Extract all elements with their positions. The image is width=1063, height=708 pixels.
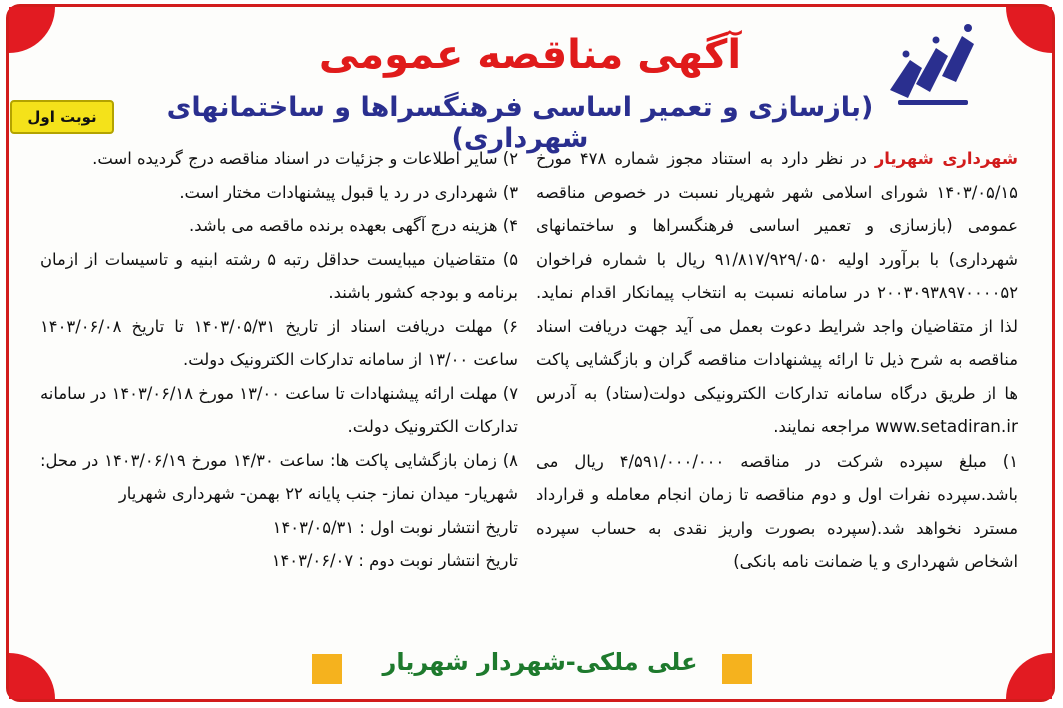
organization-name: شهرداری شهریار: [874, 149, 1018, 168]
intro-text: در نظر دارد به استناد مجوز شماره ۴۷۸ مورخ ۱۴۰۳/۰۵/۱۵ شورای اسلامی شهر شهریار نسبت در خصوص مناقصه عمومی (بازسازی و تعمیر اساسی فرهنگسراها و ساختمانهای شهرداری) با برآورد اولیه ۹۱/۸۱۷/۹۲۹/۰۵۰ ریال با شماره فراخوان ۲۰۰۳۰۹۳۸۹۷۰۰۰۰۵۲ در سامانه نسبت به انتخاب پیمانکار اقدام نماید. لذا از متقاضیان واجد شرایط دعوت بعمل می آید جهت دریافت اسناد مناقصه به شرح ذیل تا ارائه پیشنهادات مناقصه گران و بازگشایی پاکت ها از طریق درگاه سامانه تدارکات الکترونیکی دولت(ستاد) به آدرس: [536, 149, 1018, 403]
page-subtitle: (بازسازی و تعمیر اساسی فرهنگسراها و ساختمانهای شهرداری): [166, 92, 874, 154]
signature: علی ملکی-شهردار شهریار: [382, 648, 698, 676]
corner-decoration: [1006, 653, 1052, 699]
list-item: ۳) شهرداری در رد یا قبول پیشنهادات مختار است.: [179, 182, 518, 202]
decorative-square: [312, 654, 342, 684]
corner-decoration: [9, 7, 55, 53]
intro-tail: مراجعه نمایند.: [773, 417, 876, 436]
website-link[interactable]: www.setadiran.ir: [875, 417, 1018, 437]
turn-badge: نوبت اول: [10, 100, 114, 134]
list-item: ۶) مهلت دریافت اسناد از تاریخ ۱۴۰۳/۰۵/۳۱ تا تاریخ ۱۴۰۳/۰۶/۰۸ ساعت ۱۳/۰۰ از سامانه تدارکات الکترونیک دولت.: [40, 316, 518, 369]
list-item: ۴) هزینه درج آگهی بعهده برنده ماقصه می باشد.: [189, 216, 518, 235]
list-item: ۱) مبلغ سپرده شرکت در مناقصه ۴/۵۹۱/۰۰۰/۰۰۰ ریال می باشد.سپرده نفرات اول و دوم مناقصه تا زمان انجام معامله و قرارداد مسترد نخواهد شد.(سپرده بصورت واریز نقدی به حساب سپرده اشخاص شهرداری و یا ضمانت نامه بانکی): [536, 451, 1018, 571]
right-column: [536, 142, 1018, 579]
list-item: ۸) زمان بازگشایی پاکت ها: ساعت ۱۴/۳۰ مورخ ۱۴۰۳/۰۶/۱۹ در محل: شهریار- میدان نماز- جنب پایانه ۲۲ بهمن- شهرداری شهریار: [40, 450, 518, 503]
publish-date-second: تاریخ انتشار نوبت دوم : ۱۴۰۳/۰۶/۰۷: [271, 551, 518, 570]
publish-date-first: تاریخ انتشار نوبت اول : ۱۴۰۳/۰۵/۳۱: [272, 517, 518, 537]
corner-decoration: [1006, 7, 1052, 53]
intro-paragraph: [536, 142, 1018, 445]
list-item: ۲) سایر اطلاعات و جزئیات در اسناد مناقصه درج گردیده است.: [92, 149, 518, 168]
left-column: [40, 142, 518, 578]
municipality-logo-icon: [880, 20, 990, 110]
list-item: ۵) متقاضیان میبایست حداقل رتبه ۵ رشته ابنیه و تاسیسات از ازمان برنامه و بودجه کشور باشند.: [40, 249, 518, 302]
page-title: آگهی مناقصه عمومی: [318, 32, 742, 78]
list-item: ۷) مهلت ارائه پیشنهادات تا ساعت ۱۳/۰۰ مورخ ۱۴۰۳/۰۶/۱۸ در سامانه تدارکات الکترونیک دولت.: [40, 383, 518, 436]
corner-decoration: [9, 653, 55, 699]
decorative-square: [722, 654, 752, 684]
